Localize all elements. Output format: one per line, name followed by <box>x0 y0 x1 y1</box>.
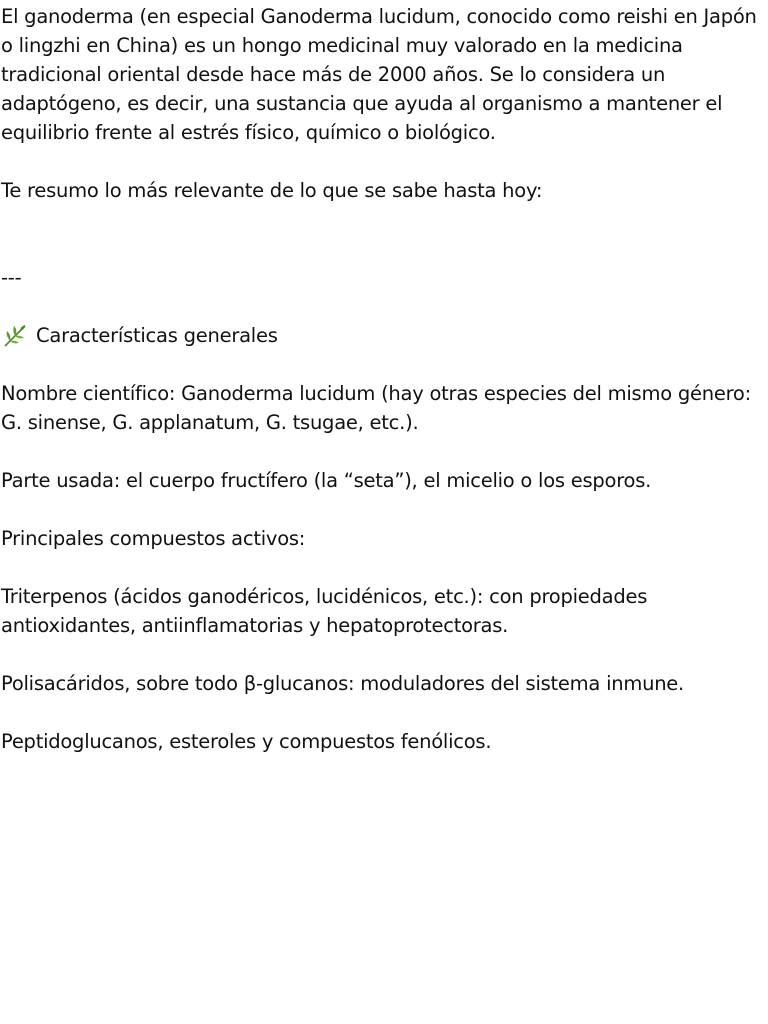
herb-leaf-icon <box>2 323 28 349</box>
scientific-name-paragraph: Nombre científico: Ganoderma lucidum (hay otras especies del mismo género: G. sinense, G. applanatum, G. tsugae, etc.). <box>1 382 751 434</box>
other-compounds-paragraph: Peptidoglucanos, esteroles y compuestos fenólicos. <box>1 730 492 753</box>
spacer <box>1 495 764 524</box>
section-heading <box>1 321 764 350</box>
summary-line: Te resumo lo más relevante de lo que se sabe hasta hoy: <box>1 179 543 202</box>
spacer <box>1 698 764 727</box>
part-used-paragraph: Parte usada: el cuerpo fructífero (la “seta”), el micelio o los esporos. <box>1 469 652 492</box>
compounds-label: Principales compuestos activos: <box>1 527 306 550</box>
intro-paragraph: El ganoderma (en especial Ganoderma lucidum, conocido como reishi en Japón o lingzhi en China) es un hongo medicinal muy valorado en la medicina tradicional oriental desde hace más de 2000 años. Se lo considera un adaptógeno, es decir, una sustancia que ayuda al organismo a mantener el equilibrio frente al estrés físico, químico o biológico. <box>1 5 757 144</box>
section-heading-text: Características generales <box>36 324 278 347</box>
spacer <box>1 147 764 176</box>
polysaccharides-paragraph: Polisacáridos, sobre todo β-glucanos: moduladores del sistema inmune. <box>1 672 684 695</box>
spacer <box>1 292 764 321</box>
spacer <box>1 350 764 379</box>
spacer <box>1 640 764 669</box>
spacer <box>1 553 764 582</box>
triterpenes-paragraph: Triterpenos (ácidos ganodéricos, lucidénicos, etc.): con propiedades antioxidantes, antiinflamatorias y hepatoprotectoras. <box>1 585 648 637</box>
separator-line: --- <box>1 266 22 289</box>
spacer <box>1 437 764 466</box>
spacer <box>1 205 764 263</box>
